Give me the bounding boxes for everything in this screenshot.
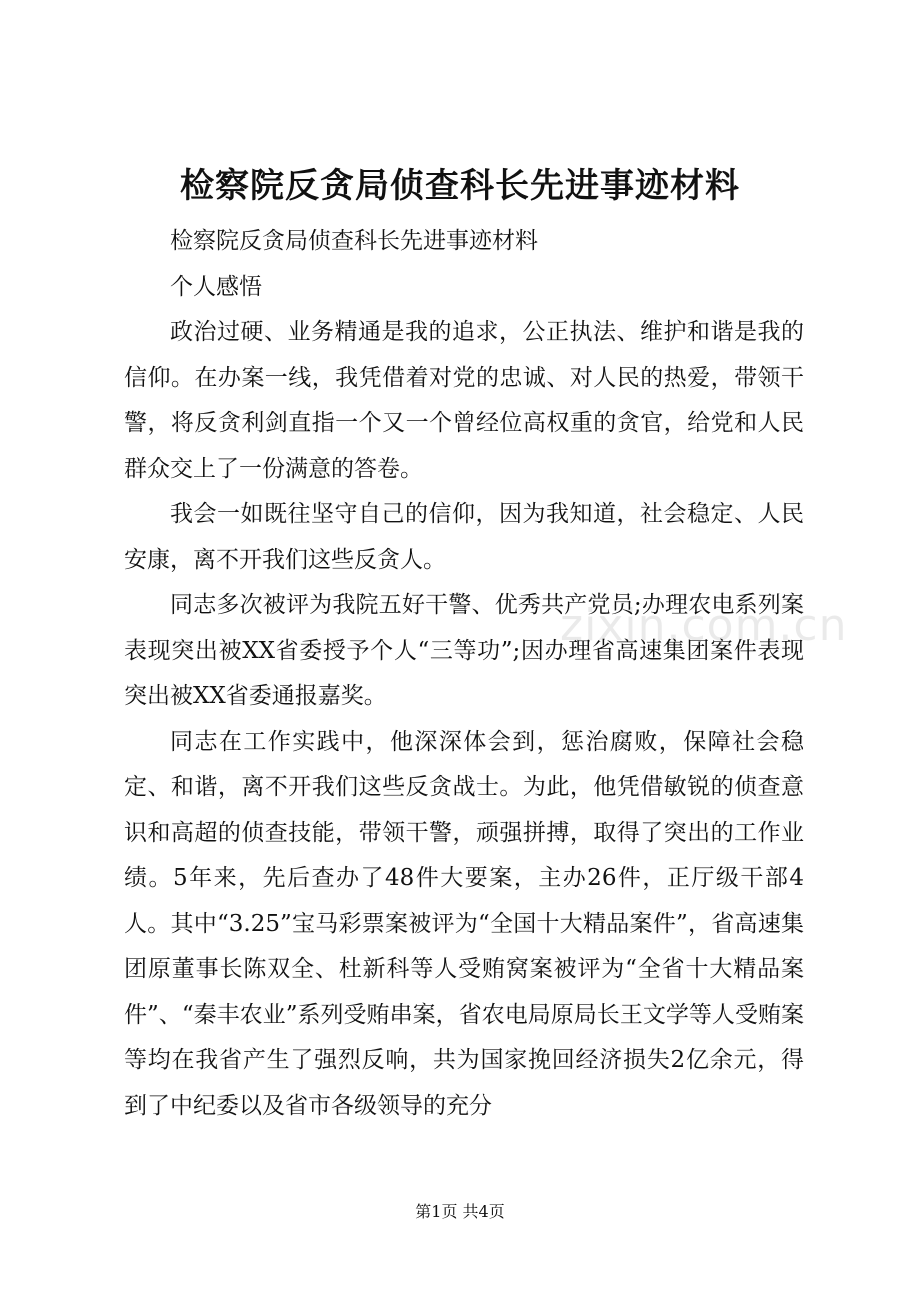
section-heading: 个人感悟	[170, 273, 262, 300]
body-paragraph: 我会一如既往坚守自己的信仰，因为我知道，社会稳定、人民安康，离不开我们这些反贪人。	[124, 501, 804, 573]
page-footer: 第1页 共4页	[415, 1202, 505, 1221]
subtitle-paragraph: 检察院反贪局侦查科长先进事迹材料	[170, 228, 538, 254]
body-paragraph: 同志多次被评为我院五好干警、优秀共产党员;办理农电系列案表现突出被XX省委授予个人“三等功”;因办理省高速集团案件表现突出被XX省委通报嘉奖。	[124, 592, 804, 709]
document-title: 检察院反贪局侦查科长先进事迹材料	[180, 166, 740, 206]
document-body	[124, 219, 804, 1129]
body-paragraph: 同志在工作实践中，他深深体会到，惩治腐败，保障社会稳定、和谐，离不开我们这些反贪战士。为此，他凭借敏锐的侦查意识和高超的侦查技能，带领干警，顽强拼搏，取得了突出的工作业绩。5年来，先后查办了48件大要案，主办26件，正厅级干部4人。其中“3.25”宝马彩票案被评为“全国十大精品案件”，省高速集团原董事长陈双全、杜新科等人受贿窝案被评为“全省十大精品案件”、“秦丰农业”系列受贿串案，省农电局原局长王文学等人受贿案等均在我省产生了强烈反响，共为国家挽回经济损失2亿余元，得到了中纪委以及省市各级领导的充分	[124, 728, 804, 1119]
body-paragraph: 政治过硬、业务精通是我的追求，公正执法、维护和谐是我的信仰。在办案一线，我凭借着对党的忠诚、对人民的热爱，带领干警，将反贪利剑直指一个又一个曾经位高权重的贪官，给党和人民群众交上了一份满意的答卷。	[124, 319, 804, 482]
watermark: zixin.com.cn	[560, 600, 848, 651]
